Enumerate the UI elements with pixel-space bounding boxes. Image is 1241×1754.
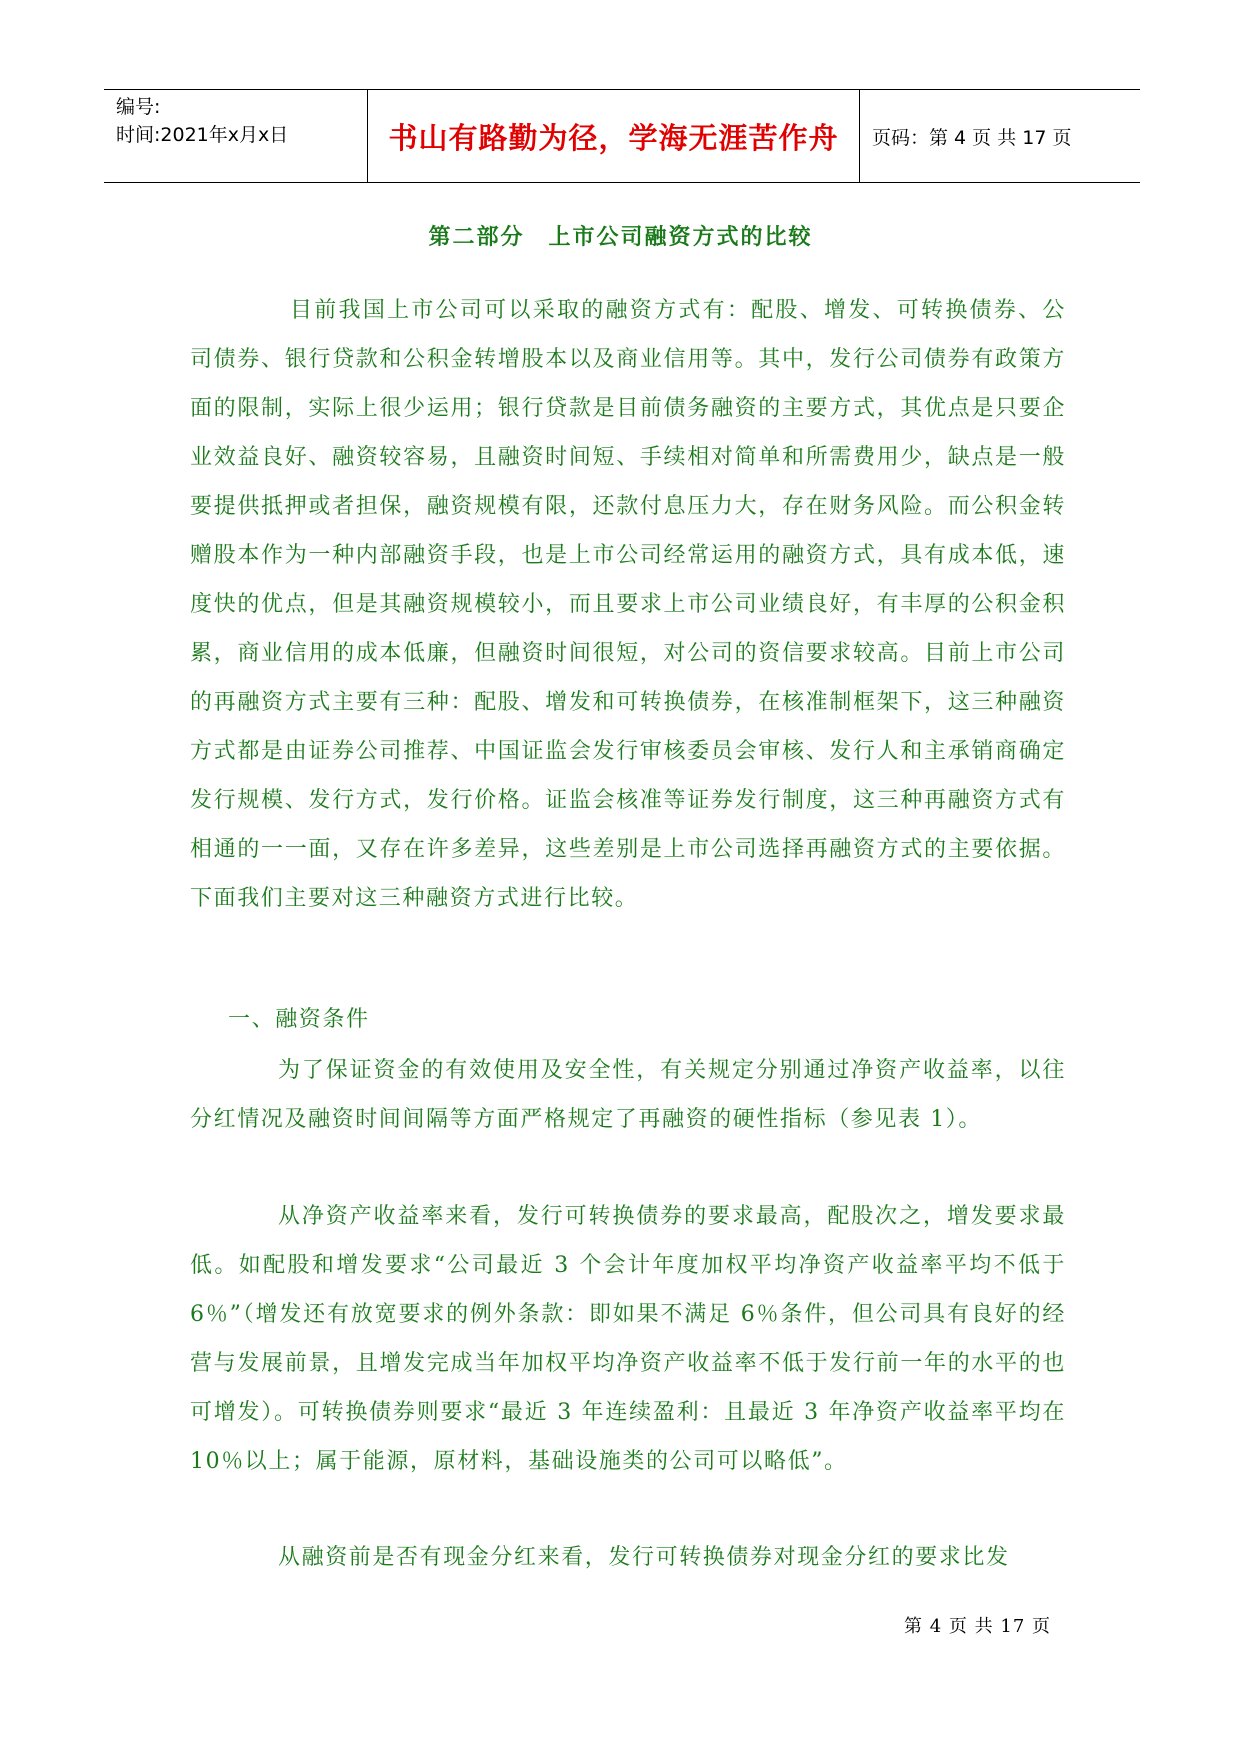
document-number-label: 编号: xyxy=(116,96,161,118)
document-time-label: 时间:2021年x月x日 xyxy=(116,124,289,146)
paragraph-cash-dividend: 从融资前是否有现金分红来看，发行可转换债券对现金分红的要求比发 xyxy=(278,1545,1010,1570)
paragraph-financing-conditions: 为了保证资金的有效使用及安全性，有关规定分别通过净资产收益率，以往分红情况及融资时间间隔等方面严格规定了再融资的硬性指标（参见表 1）。 xyxy=(190,1058,1066,1132)
header-motto: 书山有路勤为径，学海无涯苦作舟 xyxy=(388,120,839,155)
paragraph-roe-comparison: 从净资产收益率来看，发行可转换债券的要求最高，配股次之，增发要求最低。如配股和增发要求“公司最近 3 个会计年度加权平均净资产收益率平均不低于 6％”（增发还有放宽要求的例外条款：即如果不满足 6％条件，但公司具有良好的经营与发展前景，且增发完成当年加权平均净资产收益率不低于发行前一年的水平的也可增发）。可转换债券则要求“最近 3 年连续盈利：且最近 3 年净资产收益率平均在 10％以上；属于能源，原材料，基础设施类的公司可以略低”。 xyxy=(190,1204,1066,1474)
section-1-title: 一、融资条件 xyxy=(228,1007,370,1032)
header-page-cell xyxy=(860,90,1140,182)
page-footer: 第 4 页 共 17 页 xyxy=(904,1616,1051,1637)
section-heading: 第二部分 上市公司融资方式的比较 xyxy=(428,224,813,250)
header-motto-cell xyxy=(368,90,860,182)
header-page-info: 页码：第 4 页 共 17 页 xyxy=(872,126,1072,149)
intro-paragraph: 目前我国上市公司可以采取的融资方式有：配股、增发、可转换债券、公司债券、银行贷款和公积金转增股本以及商业信用等。其中，发行公司债券有政策方面的限制，实际上很少运用；银行贷款是目前债务融资的主要方式，其优点是只要企业效益良好、融资较容易，且融资时间短、手续相对简单和所需费用少，缺点是一般要提供抵押或者担保，融资规模有限，还款付息压力大，存在财务风险。而公积金转赠股本作为一种内部融资手段，也是上市公司经常运用的融资方式，具有成本低，速度快的优点，但是其融资规模较小，而且要求上市公司业绩良好，有丰厚的公积金积累，商业信用的成本低廉，但融资时间很短，对公司的资信要求较高。目前上市公司的再融资方式主要有三种：配股、增发和可转换债券，在核准制框架下，这三种融资方式都是由证券公司推荐、中国证监会发行审核委员会审核、发行人和主承销商确定发行规模、发行方式，发行价格。证监会核准等证券发行制度，这三种再融资方式有相通的一一面，又存在许多差异，这些差别是上市公司选择再融资方式的主要依据。下面我们主要对这三种融资方式进行比较。 xyxy=(190,298,1066,911)
header-meta-cell xyxy=(104,90,368,182)
header-table xyxy=(104,89,1140,183)
